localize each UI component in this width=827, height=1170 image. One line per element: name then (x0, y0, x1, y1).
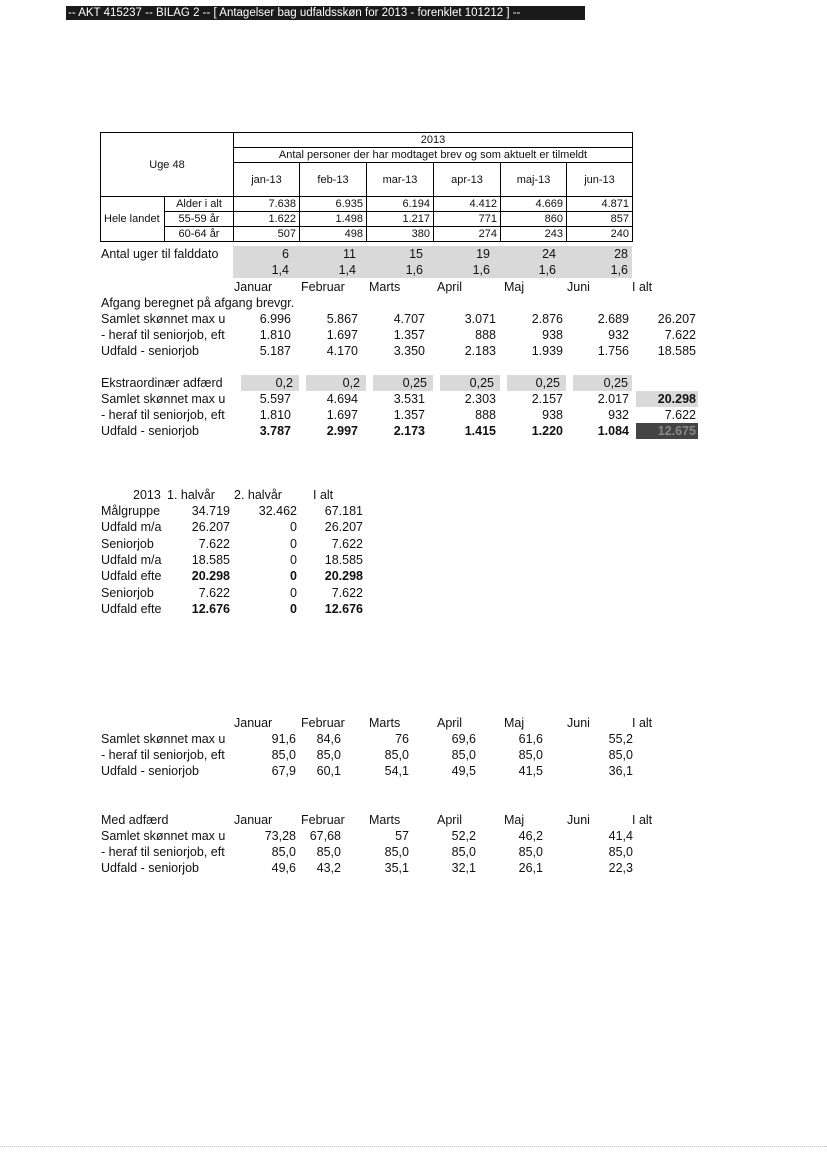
cell: 1.810 (259, 408, 291, 422)
section4-cell: 35,1 (384, 861, 409, 875)
cell: 26.207 (657, 312, 696, 326)
cell: 1.357 (393, 328, 425, 342)
summary-cell: 12.676 (191, 601, 230, 616)
summary-cell: 32.462 (258, 504, 297, 518)
month-label: Maj (504, 716, 525, 730)
table-cell: 857 (567, 212, 633, 227)
cell: 1.220 (531, 424, 563, 438)
cell: 0,25 (373, 375, 433, 391)
cell: 6 (233, 246, 299, 262)
section1-row (101, 311, 701, 327)
summary-cell: 7.622 (331, 585, 363, 600)
section3-cell: 36,1 (608, 764, 633, 778)
cell: 938 (542, 328, 563, 342)
month-label: April (437, 280, 463, 294)
section3-cell: 91,6 (271, 732, 296, 746)
cell: 1.357 (393, 408, 425, 422)
cell: 6.996 (259, 312, 291, 326)
subtitle-cell: Antal personer der har modtaget brev og som aktuelt er tilmeldt (234, 148, 633, 163)
section4-cell: 85,0 (518, 845, 543, 859)
summary-header: 2013 (133, 488, 161, 502)
section3-cell: 85,0 (451, 748, 476, 762)
section4-cell: 85,0 (608, 845, 633, 859)
section3-cell: 55,2 (608, 732, 633, 746)
table-cell: 507 (234, 227, 300, 242)
cell: 28 (566, 246, 632, 262)
month-label: I alt (632, 813, 653, 827)
summary-header: I alt (313, 488, 334, 502)
cell: 1.415 (464, 424, 496, 438)
cell: 3.071 (464, 312, 496, 326)
month-label: Februar (301, 813, 345, 827)
summary-row-label: Seniorjob (101, 585, 154, 600)
cell: 0,25 (573, 375, 632, 391)
month-header: jun-13 (567, 163, 633, 197)
row-label: Samlet skønnet max u (101, 312, 226, 326)
table-cell: 274 (434, 227, 501, 242)
section3-cell: 85,0 (384, 748, 409, 762)
cell: 1,4 (233, 262, 299, 278)
cell: 1.084 (597, 424, 629, 438)
cell: 3.787 (259, 424, 291, 438)
summary-cell: 18.585 (324, 552, 363, 567)
cell: 1,4 (299, 262, 366, 278)
section3-row-label: - heraf til seniorjob, eft (101, 748, 225, 762)
document-header-bar: -- AKT 415237 -- BILAG 2 -- [ Antagelser bag udfaldsskøn for 2013 - forenklet 101212 ] -- (66, 6, 585, 20)
summary-cell: 0 (290, 552, 297, 567)
cell: 7.622 (664, 328, 696, 342)
section4-row-label: Udfald - seniorjob (101, 861, 199, 875)
section3-cell: 54,1 (384, 764, 409, 778)
section3-cell: 85,0 (518, 748, 543, 762)
summary-cell: 0 (290, 569, 297, 584)
row-label: - heraf til seniorjob, eft (101, 408, 225, 422)
cell: 4.694 (326, 392, 358, 406)
cell: 932 (608, 328, 629, 342)
section2-row (101, 407, 701, 423)
week-cell: Uge 48 (101, 133, 234, 197)
section1-row (101, 343, 701, 359)
summary-cell: 20.298 (191, 569, 230, 584)
section4-cell: 22,3 (608, 861, 633, 875)
top-table (100, 132, 633, 242)
month-header: mar-13 (367, 163, 434, 197)
table-cell: 6.194 (367, 197, 434, 212)
month-label: Juni (567, 716, 590, 730)
section3-cell: 61,6 (518, 732, 543, 746)
cell: 5.187 (259, 344, 291, 358)
section4-cell: 46,2 (518, 829, 543, 843)
cell: 0,2 (306, 375, 366, 391)
summary-header: 1. halvår (167, 488, 215, 502)
cell: 15 (366, 246, 433, 262)
cell: 1.697 (326, 328, 358, 342)
month-header: maj-13 (501, 163, 567, 197)
summary-cell: 0 (290, 536, 297, 551)
cell: 1.756 (597, 344, 629, 358)
summary-cell: 7.622 (331, 536, 363, 551)
table-cell: 860 (501, 212, 567, 227)
cell: 2.997 (326, 424, 358, 438)
section4-title-row (101, 812, 701, 828)
row-label: Samlet skønnet max u (101, 392, 226, 406)
cell: 4.707 (393, 312, 425, 326)
cell: 11 (299, 246, 366, 262)
month-label: Januar (234, 716, 273, 730)
cell: 932 (608, 408, 629, 422)
summary-row-label: Seniorjob (101, 536, 154, 551)
month-label: Marts (369, 280, 401, 294)
month-label: Februar (301, 280, 345, 294)
section3-cell: 49,5 (451, 764, 476, 778)
summary-cell: 7.622 (198, 585, 230, 600)
table-cell: 1.622 (234, 212, 300, 227)
summary-cell: 12.676 (324, 601, 363, 616)
month-label: Maj (504, 813, 525, 827)
section3-cell: 76 (395, 732, 409, 746)
summary-cell: 18.585 (191, 552, 230, 567)
summary-cell: 7.622 (198, 536, 230, 551)
month-label: I alt (632, 716, 653, 730)
weeks-row (101, 246, 641, 262)
cell: 1,6 (366, 262, 433, 278)
month-label: Juni (567, 813, 590, 827)
row-label: 55-59 år (165, 212, 234, 227)
row-label: 60-64 år (165, 227, 234, 242)
summary-cell: 34.719 (191, 504, 230, 518)
summary-cell: 67.181 (324, 504, 363, 518)
month-label: Juni (567, 280, 590, 294)
month-label: Januar (234, 280, 273, 294)
section4-cell: 32,1 (451, 861, 476, 875)
cell: 2.303 (464, 392, 496, 406)
cell: 1,6 (433, 262, 500, 278)
cell: 1.697 (326, 408, 358, 422)
month-label: April (437, 716, 463, 730)
month-label: April (437, 813, 463, 827)
summary-row-label: Udfald m/a (101, 520, 162, 535)
section4-row-label: - heraf til seniorjob, eft (101, 845, 225, 859)
table-cell: 4.669 (501, 197, 567, 212)
section4-cell: 67,68 (309, 829, 341, 843)
row-label: Alder i alt (165, 197, 234, 212)
summary-cell: 26.207 (324, 520, 363, 535)
row-label: Udfald - seniorjob (101, 344, 199, 358)
summary-row-label: Udfald efte (101, 569, 162, 584)
cell: 19 (433, 246, 500, 262)
summary-cell: 20.298 (324, 569, 363, 584)
page-footer-line (0, 1146, 827, 1148)
cell: 5.597 (259, 392, 291, 406)
section3-cell: 84,6 (316, 732, 341, 746)
cell: 2.017 (597, 392, 629, 406)
section-title: Ekstraordinær adfærd (101, 376, 223, 390)
month-header-row (101, 279, 701, 295)
table-cell: 1.498 (300, 212, 367, 227)
summary-row-label: Udfald efte (101, 601, 162, 616)
cell: 1,6 (566, 262, 632, 278)
cell: 888 (475, 328, 496, 342)
month-header: jan-13 (234, 163, 300, 197)
section4-cell: 26,1 (518, 861, 543, 875)
cell: 5.867 (326, 312, 358, 326)
summary-cell: 0 (290, 585, 297, 600)
row-label: Antal uger til falddato (101, 247, 219, 261)
cell: 2.173 (393, 424, 425, 438)
table-cell: 4.871 (567, 197, 633, 212)
section3-cell: 85,0 (271, 748, 296, 762)
cell: 1.810 (259, 328, 291, 342)
month-label: I alt (632, 280, 653, 294)
cell: 0,2 (241, 375, 299, 391)
summary-cell: 0 (290, 520, 297, 535)
region-cell: Hele landet (101, 197, 165, 242)
section2-title-row (101, 375, 701, 391)
table-cell: 771 (434, 212, 501, 227)
cell: 3.531 (393, 392, 425, 406)
cell: 888 (475, 408, 496, 422)
section3-row-label: Udfald - seniorjob (101, 764, 199, 778)
cell: 2.183 (464, 344, 496, 358)
cell: 18.585 (657, 344, 696, 358)
section-title: Med adfærd (101, 813, 169, 827)
cell: 12.675 (636, 423, 698, 439)
month-label: Maj (504, 280, 525, 294)
section3-cell: 69,6 (451, 732, 476, 746)
section4-cell: 49,6 (271, 861, 296, 875)
section4-cell: 57 (395, 829, 409, 843)
section2-row (101, 391, 701, 407)
cell: 7.622 (664, 408, 696, 422)
month-label: Februar (301, 716, 345, 730)
cell: 20.298 (636, 391, 698, 407)
summary-row-label: Udfald m/a (101, 552, 162, 567)
month-label: Januar (234, 813, 273, 827)
cell: 1,6 (500, 262, 566, 278)
section4-cell: 85,0 (271, 845, 296, 859)
cell: 2.157 (531, 392, 563, 406)
cell: 2.876 (531, 312, 563, 326)
month-label: Marts (369, 716, 401, 730)
section3-row-label: Samlet skønnet max u (101, 732, 226, 746)
section1-row (101, 327, 701, 343)
section4-cell: 85,0 (451, 845, 476, 859)
summary-cell: 0 (290, 601, 297, 616)
month-header: apr-13 (434, 163, 501, 197)
section2-row (101, 423, 701, 439)
table-cell: 7.638 (234, 197, 300, 212)
cell: 0,25 (440, 375, 500, 391)
cell: 4.170 (326, 344, 358, 358)
section3-cell: 67,9 (271, 764, 296, 778)
cell: 1.939 (531, 344, 563, 358)
section3-cell: 85,0 (316, 748, 341, 762)
table-cell: 380 (367, 227, 434, 242)
section3-cell: 60,1 (316, 764, 341, 778)
section-title: Afgang beregnet på afgang brevgr. (101, 296, 295, 310)
section4-cell: 85,0 (384, 845, 409, 859)
section4-cell: 85,0 (316, 845, 341, 859)
summary-row-label: Målgruppe (101, 504, 161, 518)
table-cell: 1.217 (367, 212, 434, 227)
summary-header: 2. halvår (234, 488, 282, 502)
table-cell: 6.935 (300, 197, 367, 212)
month-header: feb-13 (300, 163, 367, 197)
section4-row-label: Samlet skønnet max u (101, 829, 226, 843)
table-cell: 243 (501, 227, 567, 242)
section4-cell: 52,2 (451, 829, 476, 843)
summary-cell: 26.207 (191, 520, 230, 535)
section1-title-row (101, 295, 701, 311)
section3-cell: 41,5 (518, 764, 543, 778)
section4-cell: 43,2 (316, 861, 341, 875)
cell: 938 (542, 408, 563, 422)
year-cell: 2013 (234, 133, 633, 148)
row-label: Udfald - seniorjob (101, 424, 199, 438)
section4-cell: 41,4 (608, 829, 633, 843)
row-label: - heraf til seniorjob, eft (101, 328, 225, 342)
table-cell: 240 (567, 227, 633, 242)
cell: 0,25 (507, 375, 566, 391)
factor-row (101, 262, 641, 278)
month-header-row (101, 715, 701, 731)
section3-cell: 85,0 (608, 748, 633, 762)
month-label: Marts (369, 813, 401, 827)
section4-cell: 73,28 (264, 829, 296, 843)
cell: 24 (500, 246, 566, 262)
cell: 3.350 (393, 344, 425, 358)
table-cell: 4.412 (434, 197, 501, 212)
table-cell: 498 (300, 227, 367, 242)
cell: 2.689 (597, 312, 629, 326)
